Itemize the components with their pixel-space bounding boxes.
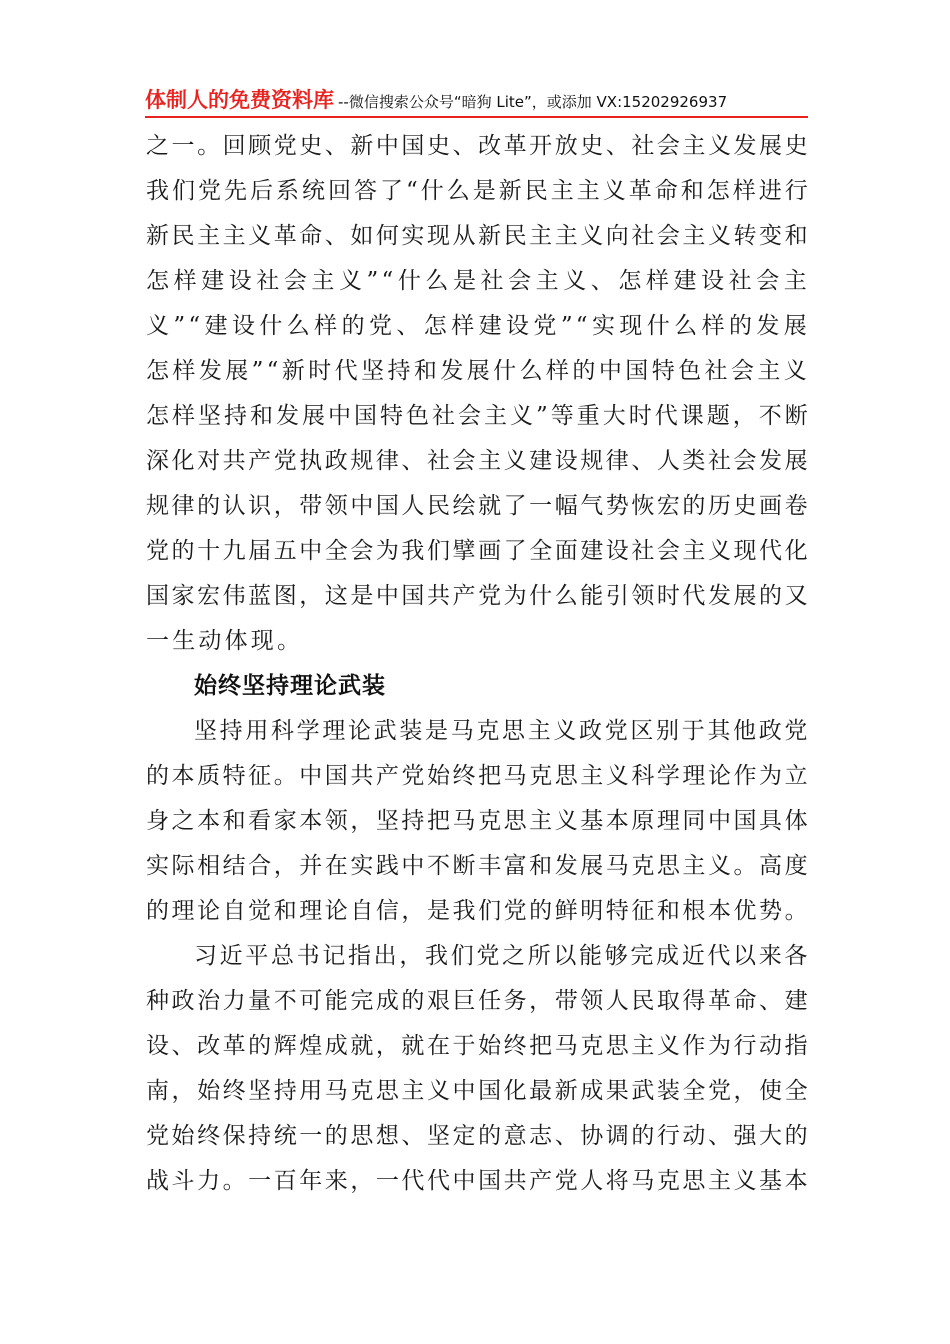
paragraph-line: 一生动体现。 [146,628,304,654]
paragraph-line: 我们党先后系统回答了“什么是新民主主义革命和怎样进行 [146,178,811,204]
header-divider [145,116,808,118]
document-body [146,124,810,1204]
section-heading: 始终坚持理论武装 [194,673,386,699]
paragraph-line: 设、改革的辉煌成就，就在于始终把马克思主义作为行动指 [146,1033,810,1059]
document-header [145,84,810,116]
paragraph-line: 党的十九届五中全会为我们擘画了全面建设社会主义现代化 [146,538,810,564]
header-note: --微信搜索公众号“暗狗 Lite”，或添加 VX:15202926937 [338,93,728,111]
paragraph-line: 的理论自觉和理论自信，是我们党的鲜明特征和根本优势。 [146,898,810,924]
paragraph-line: 怎样建设社会主义”“什么是社会主义、怎样建设社会主 [146,268,810,294]
paragraph-line: 新民主主义革命、如何实现从新民主主义向社会主义转变和 [146,223,810,249]
paragraph-line: 怎样发展”“新时代坚持和发展什么样的中国特色社会主义 [146,358,810,384]
paragraph-2 [146,709,810,934]
header-brand: 体制人的免费资料库 [145,88,334,112]
paragraph-line: 的本质特征。中国共产党始终把马克思主义科学理论作为立 [146,763,810,789]
paragraph-line: 深化对共产党执政规律、社会主义建设规律、人类社会发展 [146,448,810,474]
paragraph-line: 实际相结合，并在实践中不断丰富和发展马克思主义。高度 [146,853,810,879]
paragraph-line: 党始终保持统一的思想、坚定的意志、协调的行动、强大的 [146,1123,810,1149]
paragraph-line: 坚持用科学理论武装是马克思主义政党区别于其他政党 [194,718,810,744]
paragraph-line: 身之本和看家本领，坚持把马克思主义基本原理同中国具体 [146,808,810,834]
paragraph-line: 战斗力。一百年来，一代代中国共产党人将马克思主义基本 [146,1168,810,1194]
paragraph-line: 义”“建设什么样的党、怎样建设党”“实现什么样的发展 [146,313,810,339]
paragraph-line: 南，始终坚持用马克思主义中国化最新成果武装全党，使全 [146,1078,810,1104]
paragraph-line: 规律的认识，带领中国人民绘就了一幅气势恢宏的历史画卷 [146,493,810,519]
paragraph-3 [146,934,810,1204]
paragraph-line: 国家宏伟蓝图，这是中国共产党为什么能引领时代发展的又 [146,583,810,609]
paragraph-1 [146,124,810,664]
paragraph-line: 之一。回顾党史、新中国史、改革开放史、社会主义发展史 [146,133,810,159]
paragraph-line: 习近平总书记指出，我们党之所以能够完成近代以来各 [194,943,810,969]
paragraph-line: 种政治力量不可能完成的艰巨任务，带领人民取得革命、建 [146,988,810,1014]
paragraph-line: 怎样坚持和发展中国特色社会主义”等重大时代课题，不断 [146,403,811,429]
